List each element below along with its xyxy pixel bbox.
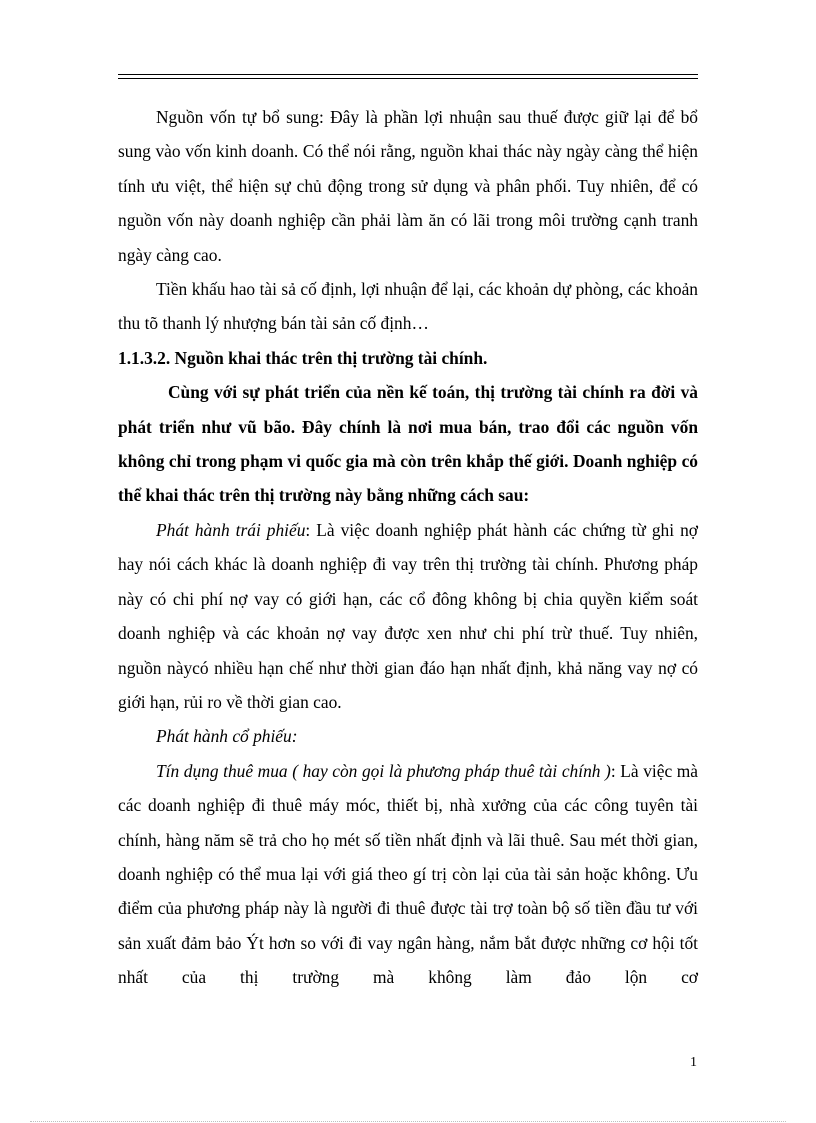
bonds-title: Phát hành trái phiếu xyxy=(156,519,306,540)
paragraph-bonds xyxy=(118,513,698,719)
header-rule-top xyxy=(118,74,698,75)
paragraph-stocks: Phát hành cổ phiếu: xyxy=(156,726,298,747)
section-heading: 1.1.3.2. Nguồn khai thác trên thị trường tài chính. xyxy=(118,347,488,368)
leasing-text: : Là việc mà các doanh nghiệp đi thuê máy móc, thiết bị, nhà xưởng của các công tuyên tài chính, hàng năm sẽ trả cho họ mét số tiền nhất định và lãi thuê. Sau mét thời gian, doanh nghiệp có thể mua lại với giá theo gí trị còn lại của tài sản hoặc không. Ưu điểm của phương pháp này là người đi thuê được tài trợ toàn bộ số tiền đầu tư với sản xuất đảm bảo Ýt hơn so với đi vay ngân hàng, nắm bắt được những cơ hội tốt nhất của thị trường mà không làm đảo lộn cơ xyxy=(118,760,698,988)
paragraph-financial-market: Cùng với sự phát triển của nền kế toán, thị trường tài chính ra đời và phát triển như vũ bão. Đây chính là nơi mua bán, trao đổi các nguồn vốn không chỉ trong phạm vi quốc gia mà còn trên khắp thế giới. Doanh nghiệp có thể khai thác trên thị trường này bằng những cách sau: xyxy=(118,382,698,506)
paragraph-self-funding: Nguồn vốn tự bổ sung: Đây là phần lợi nhuận sau thuế được giữ lại để bổ sung vào vốn kinh doanh. Có thể nói rằng, nguồn khai thác này ngày càng thể hiện tính ưu việt, thể hiện sự chủ động trong sử dụng và phân phối. Tuy nhiên, để có nguồn vốn này doanh nghiệp cần phải làm ăn có lãi trong môi trường cạnh tranh ngày càng cao. xyxy=(118,107,698,265)
header-rule-bottom xyxy=(118,78,698,79)
page-number: 1 xyxy=(690,1055,697,1070)
body-text xyxy=(118,100,698,995)
page-bottom-border xyxy=(30,1121,786,1122)
leasing-title: Tín dụng thuê mua ( hay còn gọi là phương pháp thuê tài chính ) xyxy=(156,760,611,781)
paragraph-leasing xyxy=(118,754,698,995)
paragraph-depreciation: Tiền khấu hao tài sả cố định, lợi nhuận để lại, các khoản dự phòng, các khoản thu tõ thanh lý nhượng bán tài sản cố định… xyxy=(118,279,698,334)
bonds-text: : Là việc doanh nghiệp phát hành các chứng từ ghi nợ hay nói cách khác là doanh nghiệp đi vay trên thị trường tài chính. Phương pháp này có chi phí nợ vay có giới hạn, các cổ đông không bị chia quyền kiểm soát doanh nghiệp và các khoản nợ vay được xen như chi phí trừ thuế. Tuy nhiên, nguồn nàycó nhiều hạn chế như thời gian đáo hạn nhất định, khả năng vay nợ có giới hạn, rủi ro về thời gian cao. xyxy=(118,519,698,712)
